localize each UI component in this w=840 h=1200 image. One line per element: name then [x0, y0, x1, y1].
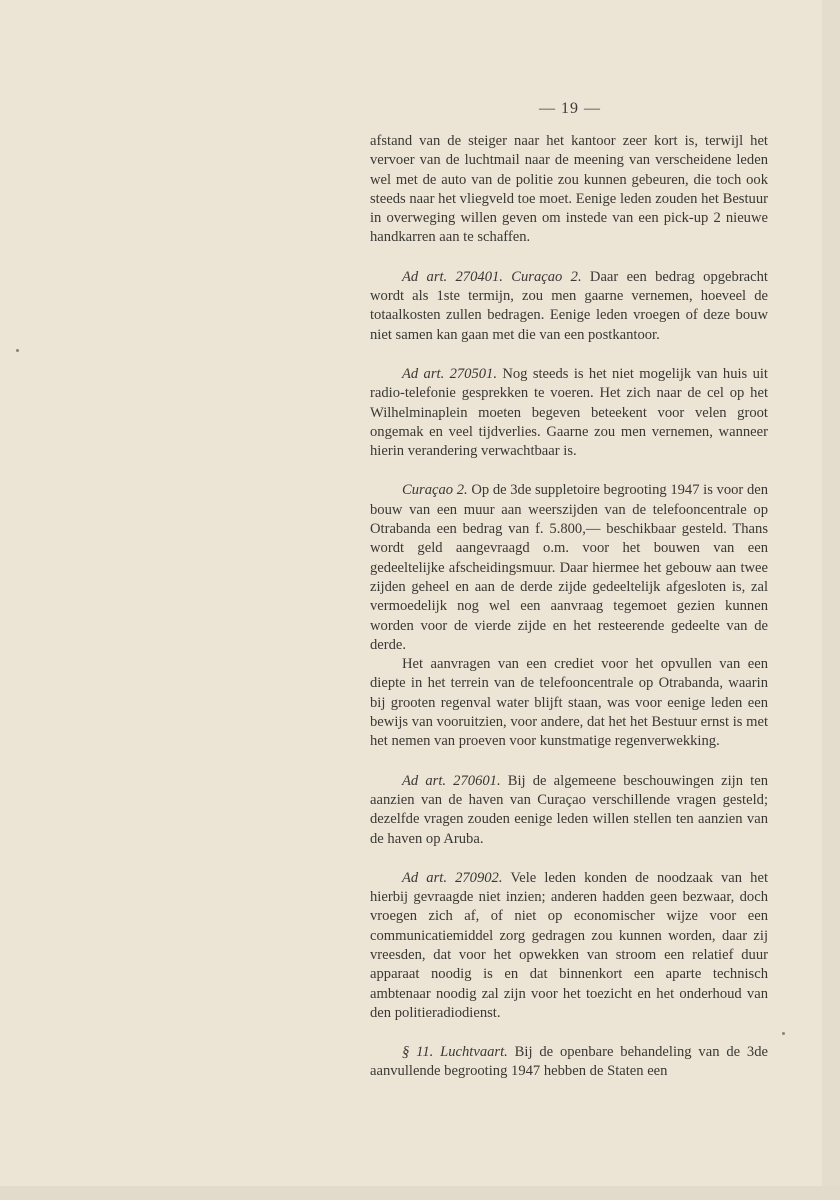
- paragraph-text: Nog steeds is het niet mogelijk van huis uit radio-telefonie gesprekken te voeren. Het zich naar de cel op het Wilhelminaplein moeten begeven beteekent voor velen groot ongemak en veel tijdverlies. Gaarne zou men vernemen, wanneer hierin verandering verwachtbaar is.: [370, 365, 768, 460]
- article-label: Ad art. 270501.: [402, 365, 497, 382]
- paragraph-text: Het aanvragen van een crediet voor het opvullen van een diepte in het terrein van de telefooncentrale op Otrabanda, waarin bij grooten regenval water blijft staan, was voor eenige leden een bewijs van vooruitzien, voor andere, dat het het Bestuur ernst is met het nemen van proeven voor kunstmatige regenverwekking.: [370, 656, 768, 750]
- paragraph-art-270601: [370, 772, 768, 849]
- paragraph-text: Vele leden konden de noodzaak van het hierbij gevraagde niet inzien; anderen hadden geen bezwaar, doch vroegen zich af, of niet op economischer wijze voor een communicatiemiddel zorg gedragen zou kunnen worden, daar zij vreesden, dat voor het opwekken van stroom een relatief duur apparaat noodig is en dat binnenkort een aparte technisch ambtenaar noodig zal zijn voor het toezicht en het onderhoud van den politieradiodienst.: [370, 869, 769, 1021]
- page-number: — 19 —: [539, 100, 601, 117]
- paragraph-art-270501: [370, 365, 768, 461]
- page-edge-right: [822, 0, 840, 1200]
- paragraph-continuation: [370, 132, 768, 248]
- section-label: § 11. Luchtvaart.: [402, 1044, 508, 1061]
- paragraph-text: Bij de openbare behandeling van de 3de aanvullende begrooting 1947 hebben de Staten een: [370, 1044, 769, 1080]
- article-label: Ad art. 270601.: [402, 772, 501, 789]
- page-edge-bottom: [0, 1186, 840, 1200]
- article-label: Curaçao 2.: [402, 482, 468, 499]
- margin-speck: [782, 1032, 785, 1035]
- paragraph-luchtvaart: [370, 1043, 768, 1082]
- paragraph-curacao-2: [370, 481, 768, 655]
- paragraph-text: Op de 3de suppletoire begrooting 1947 is voor den bouw van een muur aan weerszijden van de telefooncentrale op Otrabanda een bedrag van f. 5.800,— beschikbaar gesteld. Thans wordt geld aangevraagd o.m. voor het bouwen van een gedeeltelijke afscheidingsmuur. Daar hiermee het gebouw aan twee zijden geheel en aan de derde zijde gedeeltelijk afgesloten is, zal vermoedelijk nog wel een aanvraag tegemoet gezien kunnen worden voor de vierde zijde en het resteerende gedeelte van de derde.: [370, 482, 769, 653]
- paragraph-text: afstand van de steiger naar het kantoor zeer kort is, terwijl het vervoer van de luchtmail naar de meening van verscheidene leden wel met de auto van de politie zou kunnen gebeuren, die toch ook steeds naar het vliegveld toe moet. Eenige leden zouden het Bestuur in overweging willen geven om instede van een pick-up 2 nieuwe handkarren aan te schaffen.: [370, 133, 768, 246]
- paragraph-text: Daar een bedrag opgebracht wordt als 1ste termijn, zou men gaarne vernemen, hoeveel de totaalkosten zullen bedragen. Eenige leden vroegen of deze bouw niet samen kan gaan met die van een postkantoor.: [370, 268, 768, 343]
- body-text: [370, 132, 768, 1082]
- paragraph-text: Bij de algemeene beschouwingen zijn ten aanzien van de haven van Curaçao verschillende vragen gesteld; dezelfde vragen zouden eenige leden willen stellen ten aanzien van de haven op Aruba.: [370, 772, 768, 847]
- article-label: Ad art. 270902.: [402, 869, 503, 886]
- article-label: Ad art. 270401. Curaçao 2.: [402, 268, 582, 285]
- paragraph-art-270902: [370, 869, 768, 1023]
- paragraph-art-270401: [370, 268, 768, 345]
- paragraph-crediet: [370, 655, 768, 751]
- margin-speck: [16, 349, 19, 352]
